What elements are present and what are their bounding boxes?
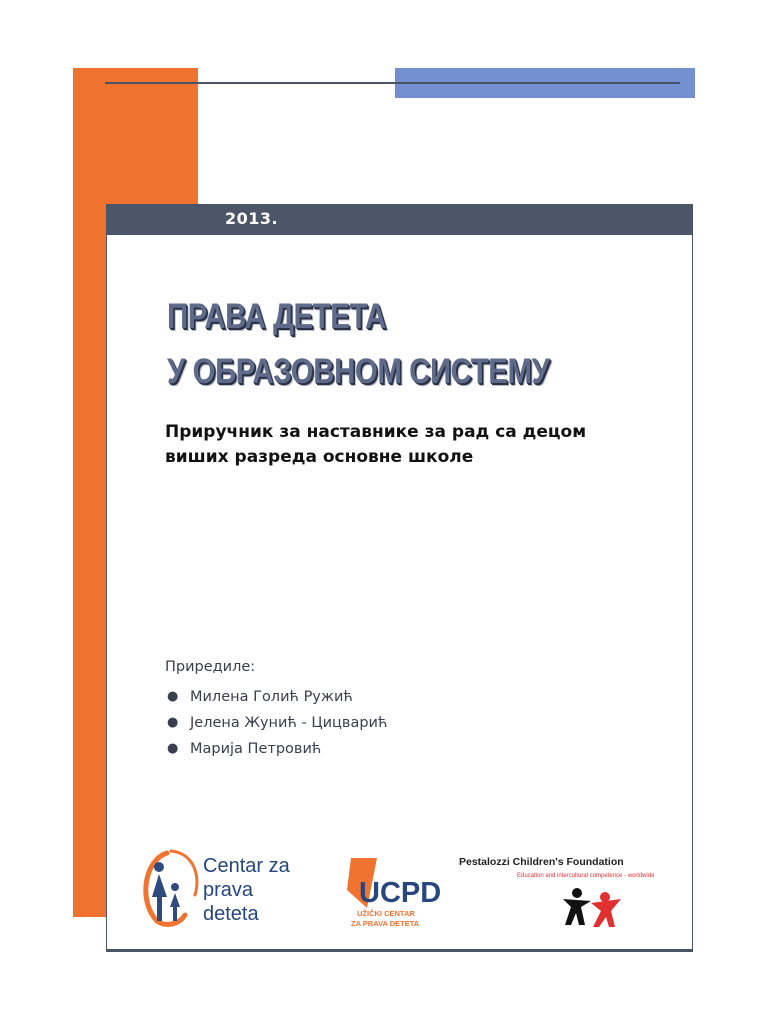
czpd-line: prava	[203, 879, 254, 901]
author-item	[165, 713, 387, 739]
bullet-icon: ●	[167, 689, 179, 704]
ucpd-abbr: UCPD	[359, 877, 442, 909]
author-item	[165, 687, 387, 713]
ucpd-line: ZA PRAVA DETETA	[351, 919, 420, 928]
ucpd-line: UŽIČKI CENTAR	[357, 909, 415, 918]
prepared-by-label: Приредиле:	[165, 659, 256, 675]
children-figures-icon	[563, 888, 621, 927]
title-line: ПРАВА ДЕТЕТА	[167, 297, 386, 336]
partner-logos	[107, 845, 692, 940]
centar-za-prava-deteta-logo	[135, 845, 315, 930]
bullet-icon: ●	[167, 715, 179, 730]
pestalozzi-tagline: Education and intercultural competence - worldwide	[517, 873, 655, 879]
cover-frame	[106, 204, 693, 952]
ucpd-logo	[345, 850, 445, 930]
subtitle-line: Приручник за наставнике за рад са децом	[165, 422, 587, 442]
cover-title	[167, 289, 549, 399]
header-band	[107, 205, 692, 235]
bullet-icon: ●	[167, 741, 179, 756]
pestalozzi-foundation-logo	[459, 853, 689, 933]
czpd-line: deteta	[203, 903, 259, 925]
publication-year: 2013.	[225, 209, 279, 228]
author-name: Јелена Жунић - Цицварић	[190, 715, 388, 731]
top-divider-line	[105, 82, 680, 84]
title-line: У ОБРАЗОВНОМ СИСТЕМУ	[167, 352, 550, 391]
author-item	[165, 739, 387, 765]
author-name: Милена Голић Ружић	[190, 689, 353, 705]
author-name: Марија Петровић	[190, 741, 322, 757]
subtitle-line: виших разреда основне школе	[165, 447, 474, 467]
czpd-line: Centar za	[203, 855, 290, 877]
authors-list	[165, 687, 387, 765]
cover-subtitle	[165, 420, 586, 470]
pestalozzi-name: Pestalozzi Children's Foundation	[459, 856, 624, 868]
